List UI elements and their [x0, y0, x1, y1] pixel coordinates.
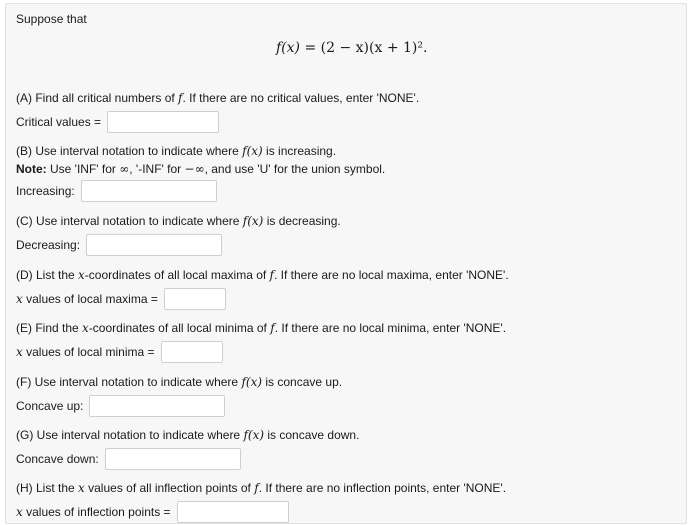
- local-minima-input[interactable]: [161, 341, 223, 363]
- question-g: (G) Use interval notation to indicate where f(x) is concave down.: [16, 428, 360, 442]
- decreasing-label: Decreasing:: [16, 238, 81, 252]
- section-c: [16, 212, 341, 256]
- concave-down-label: Concave down:: [16, 452, 99, 466]
- question-a: (A) Find all critical numbers of f. If there are no critical values, enter 'NONE'.: [16, 91, 420, 105]
- critical-values-input[interactable]: [107, 111, 219, 133]
- critical-values-label: Critical values =: [16, 115, 102, 129]
- inflection-points-input[interactable]: [177, 501, 289, 523]
- increasing-input[interactable]: [81, 180, 217, 202]
- section-f: [16, 373, 342, 417]
- function-formula: [276, 40, 427, 56]
- question-e: (E) Find the x-coordinates of all local minima of f. If there are no local minima, enter 'NONE'.: [16, 321, 507, 335]
- concave-up-label: Concave up:: [16, 399, 84, 413]
- section-b: [16, 142, 385, 202]
- section-a: [16, 89, 419, 133]
- concave-down-input[interactable]: [105, 448, 241, 470]
- local-maxima-label: x values of local maxima =: [16, 292, 158, 306]
- decreasing-input[interactable]: [86, 234, 222, 256]
- inflection-points-label: x values of inflection points =: [16, 505, 171, 519]
- section-h: [16, 479, 506, 523]
- question-h: (H) List the x values of all inflection points of f. If there are no inflection points, enter 'NONE'.: [16, 481, 507, 495]
- formula-rhs: = (2 − x)(x + 1)².: [304, 40, 428, 56]
- question-c: (C) Use interval notation to indicate where f(x) is decreasing.: [16, 214, 341, 228]
- formula-lhs: f(x): [276, 40, 301, 56]
- note-b: Note: Use 'INF' for ∞, '-INF' for −∞, and use 'U' for the union symbol.: [16, 162, 386, 176]
- local-minima-label: x values of local minima =: [16, 345, 155, 359]
- section-g: [16, 426, 359, 470]
- question-f: (F) Use interval notation to indicate where f(x) is concave up.: [16, 375, 343, 389]
- section-d: [16, 266, 509, 310]
- question-b: (B) Use interval notation to indicate where f(x) is increasing.: [16, 144, 337, 158]
- local-maxima-input[interactable]: [164, 288, 226, 310]
- section-e: [16, 319, 506, 363]
- concave-up-input[interactable]: [89, 395, 225, 417]
- intro-text: Suppose that: [16, 12, 87, 26]
- increasing-label: Increasing:: [16, 184, 75, 198]
- question-d: (D) List the x-coordinates of all local maxima of f. If there are no local maxima, enter 'NONE'.: [16, 268, 509, 282]
- problem-card: [5, 3, 687, 524]
